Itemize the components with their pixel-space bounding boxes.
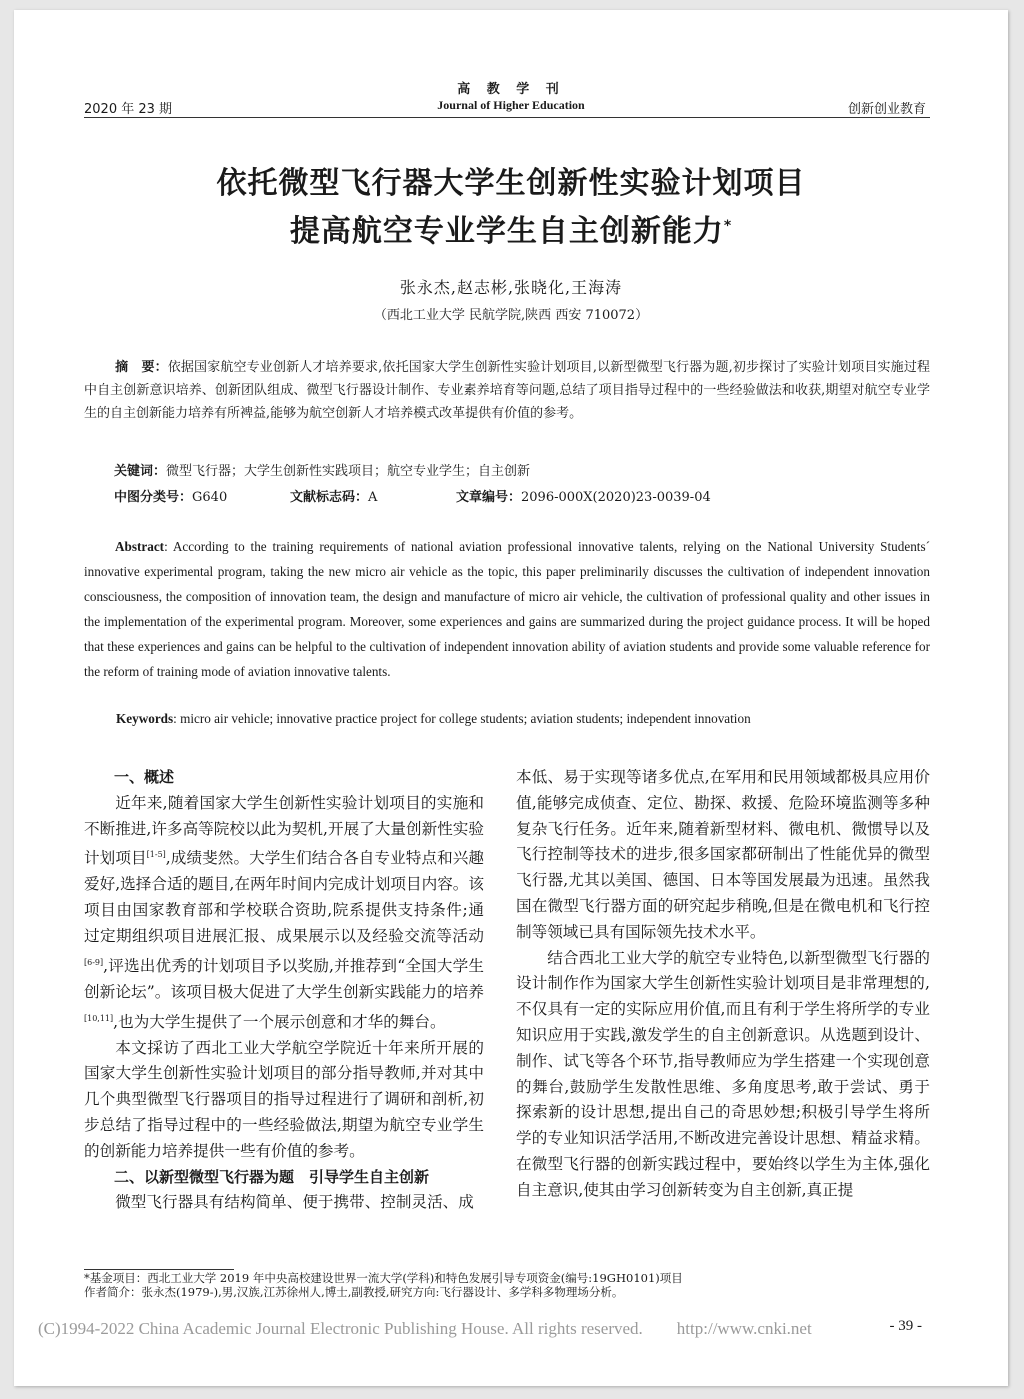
clc-code: 中图分类号：G640 (114, 490, 228, 505)
abstract-cn-text: 依据国家航空专业创新人才培养要求,依托国家大学生创新性实验计划项目,以新型微型飞行器为题,初步探讨了实验计划项目实施过程中自主创新意识培养、创新团队组成、微型飞行器设计制作、专业素养培育等问题,总结了项目指导过程中的一些经验做法和收获,期望对航空专业学生的自主创新能力培养有所裨益,能够为航空创新人才培养模式改革提供有价值的参考。 (84, 360, 930, 421)
header-rule (84, 117, 930, 118)
footnote-fund: *基金项目：西北工业大学 2019 年中央高校建设世界一流大学(学科)和特色发展引导专项资金(编号:19GH0101)项目 (84, 1271, 683, 1285)
keywords-en (116, 711, 751, 727)
footnote-author: 作者简介：张永杰(1979-),男,汉族,江苏徐州人,博士,副教授,研究方向:飞行器设计、多学科多物理场分析。 (84, 1285, 624, 1299)
abstract-cn-label: 摘 要： (115, 360, 168, 375)
journal-name-en: Journal of Higher Education (437, 98, 585, 112)
paragraph-1: 近年来,随着国家大学生创新性实验计划项目的实施和不断推进,许多高等院校以此为契机,开展了大量创新性实验计划项目[1-5],成绩斐然。大学生们结合各自专业特点和兴趣爱好,选择合适的题目,在两年时间内完成计划项目内容。该项目由国家教育部和学校联合资助,院系提供支持条件;通过定期组织项目进展汇报、成果展示以及经验交流等活动[6-9],评选出优秀的计划项目予以奖励,并推荐到“全国大学生创新论坛”。该项目极大促进了大学生创新实践能力的培养[10,11],也为大学生提供了一个展示创意和才华的舞台。 (84, 793, 484, 1031)
issue-label: 2020 年 23 期 (84, 102, 173, 117)
copyright-notice: (C)1994-2022 China Academic Journal Electronic Publishing House. All rights reserved. http://www.cnki.net (38, 1319, 812, 1338)
footnote (84, 1271, 930, 1299)
abstract-cn (84, 356, 930, 425)
paragraph-2: 本文採访了西北工业大学航空学院近十年来所开展的国家大学生创新性实验计划项目的部分指导教师,并对其中几个典型微型飞行器项目的指导过程进行了调研和剖析,初步总结了指导过程中的一些经验做法,期望为航空专业学生的创新能力培养提供一些有价值的参考。 (84, 1038, 484, 1160)
keywords-cn-text: 微型飞行器；大学生创新性实践项目；航空专业学生；自主创新 (166, 464, 531, 479)
page-number: - 39 - (889, 1318, 922, 1334)
paragraph-4: 结合西北工业大学的航空专业特色,以新型微型飞行器的设计制作作为国家大学生创新性实验计划项目是非常理想的,不仅具有一定的实际应用价值,而且有利于学生将所学的专业知识应用于实践,激发学生的自主创新意识。从选题到设计、制作、试飞等各个环节,指导教师应为学生搭建一个实现创意的舞台,鼓励学生发散性思维、多角度思考,敢于尝试、勇于探索新的设计思想,提出自己的奇思妙想;积极引导学生将所学的专业知识活学活用,不断改进完善设计思想、精益求精。在微型飞行器的创新实践过程中，要始终以学生为主体,强化自主意识,使其由学习创新转变为自主创新,真正提 (516, 948, 930, 1199)
title-line-1: 依托微型飞行器大学生创新性实验计划项目 (216, 166, 806, 201)
paragraph-3-continued: 本低、易于实现等诸多优点,在军用和民用领域都极具应用价值,能够完成侦查、定位、勘探、救援、危险环境监测等多种复杂飞行任务。近年来,随着新型材料、微电机、微惯导以及飞行控制等技术的进步,很多国家都研制出了性能优异的微型飞行器,尤其以美国、德国、日本等国发展最为迅速。虽然我国在微型飞行器方面的研究起步稍晚,但是在微电机和飞行控制等领域已具有国际领先技术水平。 (516, 768, 930, 941)
article-number: 文章编号：2096-000X(2020)23-0039-04 (456, 490, 711, 505)
keywords-cn (114, 460, 530, 479)
footnote-rule (84, 1269, 234, 1270)
abstract-en (84, 534, 930, 684)
doc-code: 文献标志码：A (290, 490, 378, 505)
title-line-2: 提高航空专业学生自主创新能力* (289, 214, 733, 249)
citation: [10,11] (84, 1013, 114, 1023)
title-footnote-mark: * (723, 218, 733, 234)
abstract-en-label: Abstract (115, 539, 165, 554)
paragraph-3-start: 微型飞行器具有结构简单、便于携带、控制灵活、成 (115, 1193, 474, 1212)
affiliation: （西北工业大学 民航学院,陕西 西安 710072） (373, 308, 649, 323)
section-1-heading: 一、概述 (114, 768, 175, 786)
keywords-en-text: : micro air vehicle; innovative practice project for college students; aviation students; independent innovation (173, 711, 751, 726)
citation: [1-5] (146, 850, 166, 860)
section-2-heading: 二、以新型微型飞行器为题 引导学生自主创新 (114, 1167, 430, 1186)
journal-page (14, 10, 1008, 1386)
journal-name-cn: 高 教 学 刊 (457, 82, 565, 97)
keywords-en-label: Keywords (116, 711, 174, 726)
body-right-column (516, 765, 930, 1204)
citation: [6-9] (84, 957, 104, 967)
section-label: 创新创业教育 (847, 102, 926, 117)
abstract-en-text: : According to the training requirements of national aviation professional innovative talents, relying on the National University Students´ innovative experimental program, taking the new micro air vehicle as the topic, this paper preliminarily discusses the cultivation of independent innovation consciousness, the composition of innovation team, the design and manufacture of micro air vehicle, the cultivation of professional quality and other issues in the implementation of the experimental program. Moreover, some experiences and gains are summarized during the project guidance process. It will be hoped that these experiences and gains can be helpful to the cultivation of independent innovation ability of aviation students and provide some valuable reference for the reform of training mode of aviation innovative talents. (84, 539, 930, 679)
keywords-cn-label: 关键词： (114, 464, 167, 479)
authors: 张永杰,赵志彬,张晓化,王海涛 (399, 278, 623, 297)
body-left-column (84, 765, 484, 1216)
